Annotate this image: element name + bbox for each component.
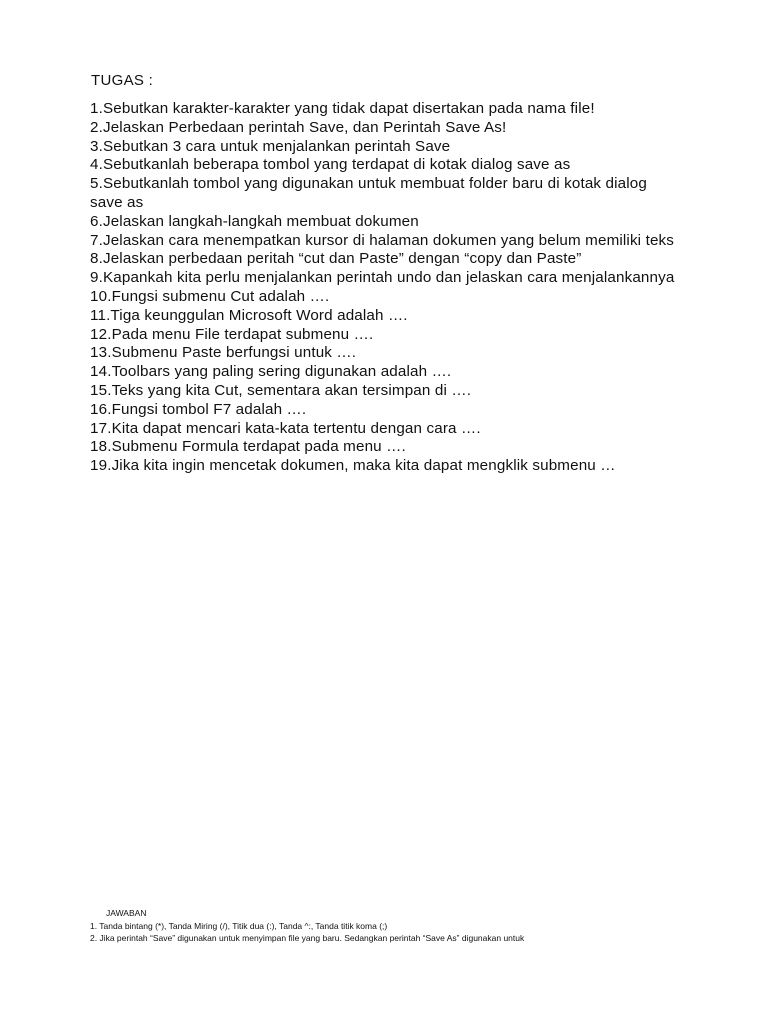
question-item: 17.Kita dapat mencari kata-kata tertentu dengan cara …. xyxy=(90,419,481,437)
question-item: 1.Sebutkan karakter-karakter yang tidak dapat disertakan pada nama file! xyxy=(90,100,595,117)
question-item: 4.Sebutkanlah beberapa tombol yang terdapat di kotak dialog save as xyxy=(90,156,571,174)
question-item: 19.Jika kita ingin mencetak dokumen, maka kita dapat mengklik submenu … xyxy=(90,457,616,475)
question-item: 8.Jelaskan perbedaan peritah “cut dan Paste” dengan “copy dan Paste” xyxy=(90,250,582,268)
question-item: 14.Toolbars yang paling sering digunakan adalah …. xyxy=(90,363,452,381)
question-item: 15.Teks yang kita Cut, sementara akan tersimpan di …. xyxy=(90,381,472,399)
answer-list xyxy=(90,921,710,944)
answer-section xyxy=(90,908,710,944)
question-item: 16.Fungsi tombol F7 adalah …. xyxy=(90,400,307,418)
question-item: 12.Pada menu File terdapat submenu …. xyxy=(90,325,374,343)
question-item: 6.Jelaskan langkah-langkah membuat dokumen xyxy=(90,212,419,230)
question-item: 3.Sebutkan 3 cara untuk menjalankan perintah Save xyxy=(90,137,451,155)
question-item: 7.Jelaskan cara menempatkan kursor di halaman dokumen yang belum memiliki teks xyxy=(90,231,675,249)
question-item: 11.Tiga keunggulan Microsoft Word adalah …. xyxy=(90,306,408,324)
question-item: 2.Jelaskan Perbedaan perintah Save, dan Perintah Save As! xyxy=(90,118,507,136)
question-item: 10.Fungsi submenu Cut adalah …. xyxy=(90,287,330,305)
question-item: 9.Kapankah kita perlu menjalankan perintah undo dan jelaskan cara menjalankannya xyxy=(90,269,675,287)
question-item: 13.Submenu Paste berfungsi untuk …. xyxy=(90,344,357,362)
answer-heading: JAWABAN xyxy=(106,908,147,918)
answer-item: 1. Tanda bintang (*), Tanda Miring (/), Titik dua (:), Tanda ^:, Tanda titik koma (;) xyxy=(90,921,388,931)
document-heading: TUGAS : xyxy=(91,72,154,89)
answer-item: 2. Jika perintah “Save” digunakan untuk menyimpan file yang baru. Sedangkan perintah “Save As” digunakan untuk xyxy=(90,932,525,943)
question-item: 18.Submenu Formula terdapat pada menu …. xyxy=(90,438,406,456)
question-list xyxy=(90,100,680,476)
question-item: 5.Sebutkanlah tombol yang digunakan untuk membuat folder baru di kotak dialog save as xyxy=(90,175,647,211)
